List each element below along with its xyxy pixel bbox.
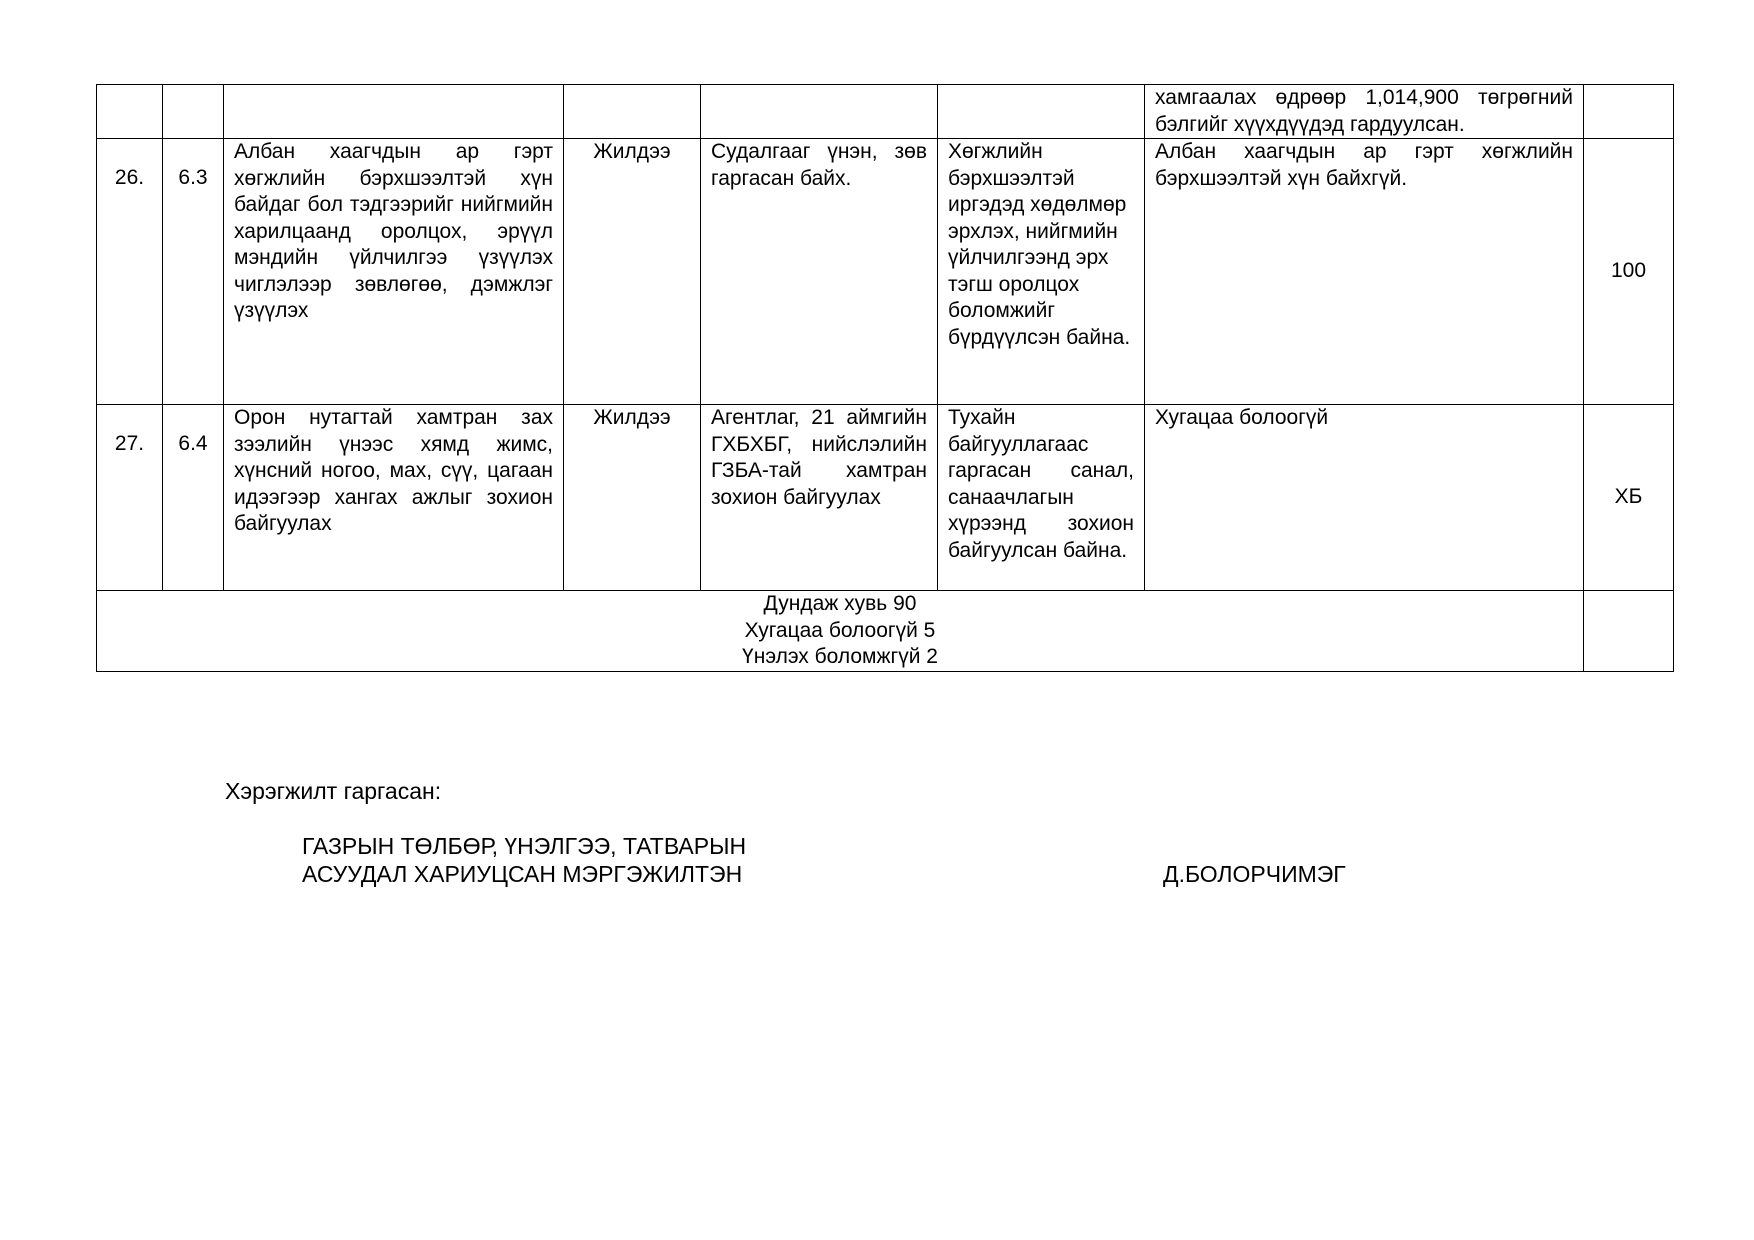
cell-result: [1145, 85, 1584, 139]
cell-task: [224, 85, 564, 139]
cell-outcome: Тухайн байгууллагаас гаргасан санал, санаачлагын хүрээнд зохион байгуулсан байна.: [938, 405, 1145, 591]
cell-criteria: Агентлаг, 21 аймгийн ГХБХБГ, нийслэлийн ГЗБА-тай хамтран зохион байгуулах: [701, 405, 938, 591]
cell-score: 100: [1584, 139, 1674, 405]
signer-position-line: АСУУДАЛ ХАРИУЦСАН МЭРГЭЖИЛТЭН: [302, 861, 743, 887]
cell-task: Орон нутагтай хамтран зах зээлийн үнээс хямд жимс, хүнсний ногоо, мах, сүү, цагаан идээгээр хангах ажлыг зохион байгуулах: [224, 405, 564, 591]
cell-result: Хугацаа болоогүй: [1145, 405, 1584, 591]
result-text-line: хамгаалах өдрөөр 1,014,900 төгрөгний: [1155, 86, 1573, 109]
cell-period: [564, 85, 701, 139]
cell-score: [1584, 85, 1674, 139]
summary-average: Дундаж хувь 90: [763, 592, 917, 615]
table-row-summary: [97, 591, 1674, 672]
cell-score: ХБ: [1584, 405, 1674, 591]
summary-not-due: Хугацаа болоогүй 5: [744, 618, 936, 642]
cell-criteria: [701, 85, 938, 139]
cell-result: Албан хаагчдын ар гэрт хөгжлийн бэрхшээлтэй хүн байхгүй.: [1145, 139, 1584, 405]
cell-task: Албан хаагчдын ар гэрт хөгжлийн бэрхшээлтэй хүн байдаг бол тэдгээрийг нийгмийн харилцаанд оролцох, эрүүл мэндийн үйлчилгээ үзүүлэх чиглэлээр зөвлөгөө, дэмжлэг үзүүлэх: [224, 139, 564, 405]
cell-outcome: [938, 85, 1145, 139]
signer-name: Д.БОЛОРЧИМЭГ: [1163, 861, 1346, 887]
cell-number: [97, 85, 163, 139]
summary-not-assessable: Үнэлэх боломжгүй 2: [742, 645, 938, 668]
signer-position: [302, 832, 746, 888]
summary-cell: [97, 591, 1584, 672]
cell-score: [1584, 591, 1674, 672]
cell-number: 27.: [97, 405, 163, 591]
cell-outcome: Хөгжлийн бэрхшээлтэй иргэдэд хөдөлмөр эрхлэх, нийгмийн үйлчилгээнд эрх тэгш оролцох боломжийг бүрдүүлсэн байна.: [938, 139, 1145, 405]
cell-period: Жилдээ: [564, 405, 701, 591]
table-row: [97, 405, 1674, 591]
table-row-continuation: [97, 85, 1674, 139]
cell-code: 6.3: [163, 139, 224, 405]
cell-code: 6.4: [163, 405, 224, 591]
cell-criteria: Судалгааг үнэн, зөв гаргасан байх.: [701, 139, 938, 405]
cell-number: 26.: [97, 139, 163, 405]
report-table: [96, 84, 1674, 672]
signer-position-line: ГАЗРЫН ТӨЛБӨР, ҮНЭЛГЭЭ, ТАТВАРЫН: [302, 833, 747, 859]
cell-code: [163, 85, 224, 139]
table-row: [97, 139, 1674, 405]
result-text-line: бэлгийг хүүхдүүдэд гардуулсан.: [1155, 112, 1465, 136]
prepared-by-label: Хэрэгжилт гаргасан:: [225, 778, 442, 804]
cell-period: Жилдээ: [564, 139, 701, 405]
